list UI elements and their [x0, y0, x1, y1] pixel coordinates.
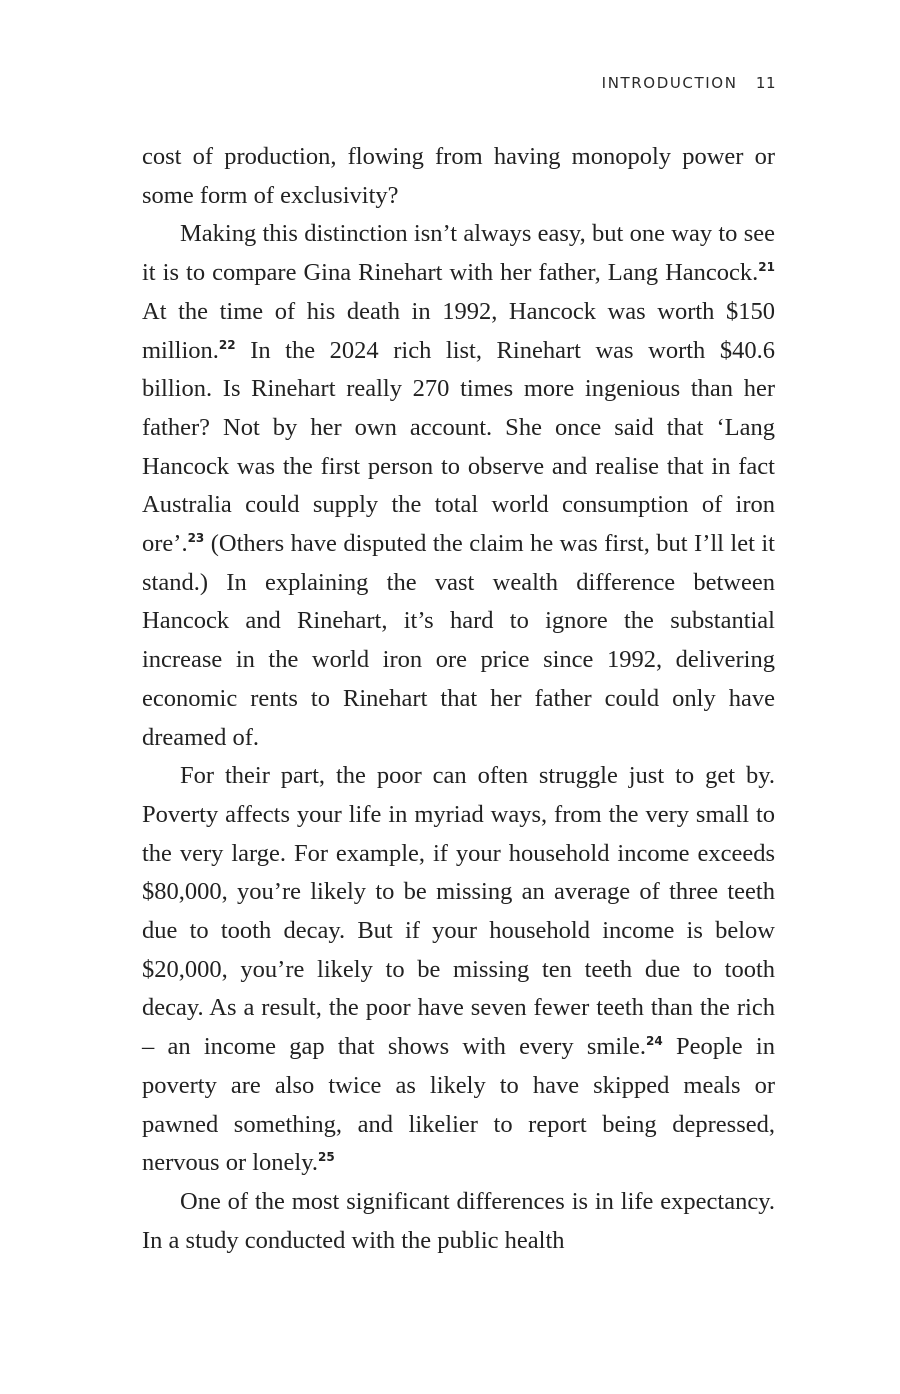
text-run: At the time of his death in 1992, Hancock was worth $150 million. [142, 297, 775, 364]
section-title: INTRODUCTION [601, 74, 738, 92]
running-head [602, 74, 776, 92]
text-run: cost of production, flowing from having monopoly power or some form of exclusivity? [142, 143, 775, 209]
footnote-reference: 25 [318, 1150, 335, 1165]
paragraph [142, 757, 775, 1183]
footnote-reference: 23 [187, 530, 205, 545]
paragraph [142, 1183, 775, 1260]
text-run: (Others have disputed the claim he was first, but I’ll let it stand.) In explaining the vast wealth difference between Hancock and Rinehart, it’s hard to ignore the substantial increase in the world iron ore price since 1992, delivering economic rents to Rinehart that her father could only have dreamed of. [142, 530, 775, 751]
text-run: People in poverty are also twice as likely to have skipped meals or pawned something, and likelier to report being depressed, nervous or lonely. [142, 1033, 775, 1177]
paragraph [142, 215, 775, 757]
text-run: For their part, the poor can often struggle just to get by. Poverty affects your life in myriad ways, from the very small to the very large. For example, if your household income exceeds $80,000, you’re likely to be missing an average of three teeth due to tooth decay. But if your household income is below $20,000, you’re likely to be missing ten teeth due to tooth decay. As a result, the poor have seven fewer teeth than the rich – an income gap that shows with every smile. [142, 762, 775, 1061]
text-run: One of the most significant differences is in life expectancy. In a study conducted with the public health [142, 1187, 775, 1254]
paragraph [142, 138, 775, 215]
text-run: Making this distinction isn’t always easy, but one way to see it is to compare Gina Rinehart with her father, Lang Hancock. [142, 220, 775, 287]
body-text [142, 138, 775, 1260]
page-number: 11 [755, 74, 776, 92]
footnote-reference: 22 [218, 337, 236, 352]
footnote-reference: 21 [758, 259, 775, 274]
footnote-reference: 24 [646, 1034, 663, 1049]
text-run: In the 2024 rich list, Rinehart was worth $40.6 billion. Is Rinehart really 270 times more ingenious than her father? Not by her own account. She once said that ‘Lang Hancock was the first person to observe and realise that in fact Australia could supply the total world consumption of iron ore’. [142, 336, 775, 558]
